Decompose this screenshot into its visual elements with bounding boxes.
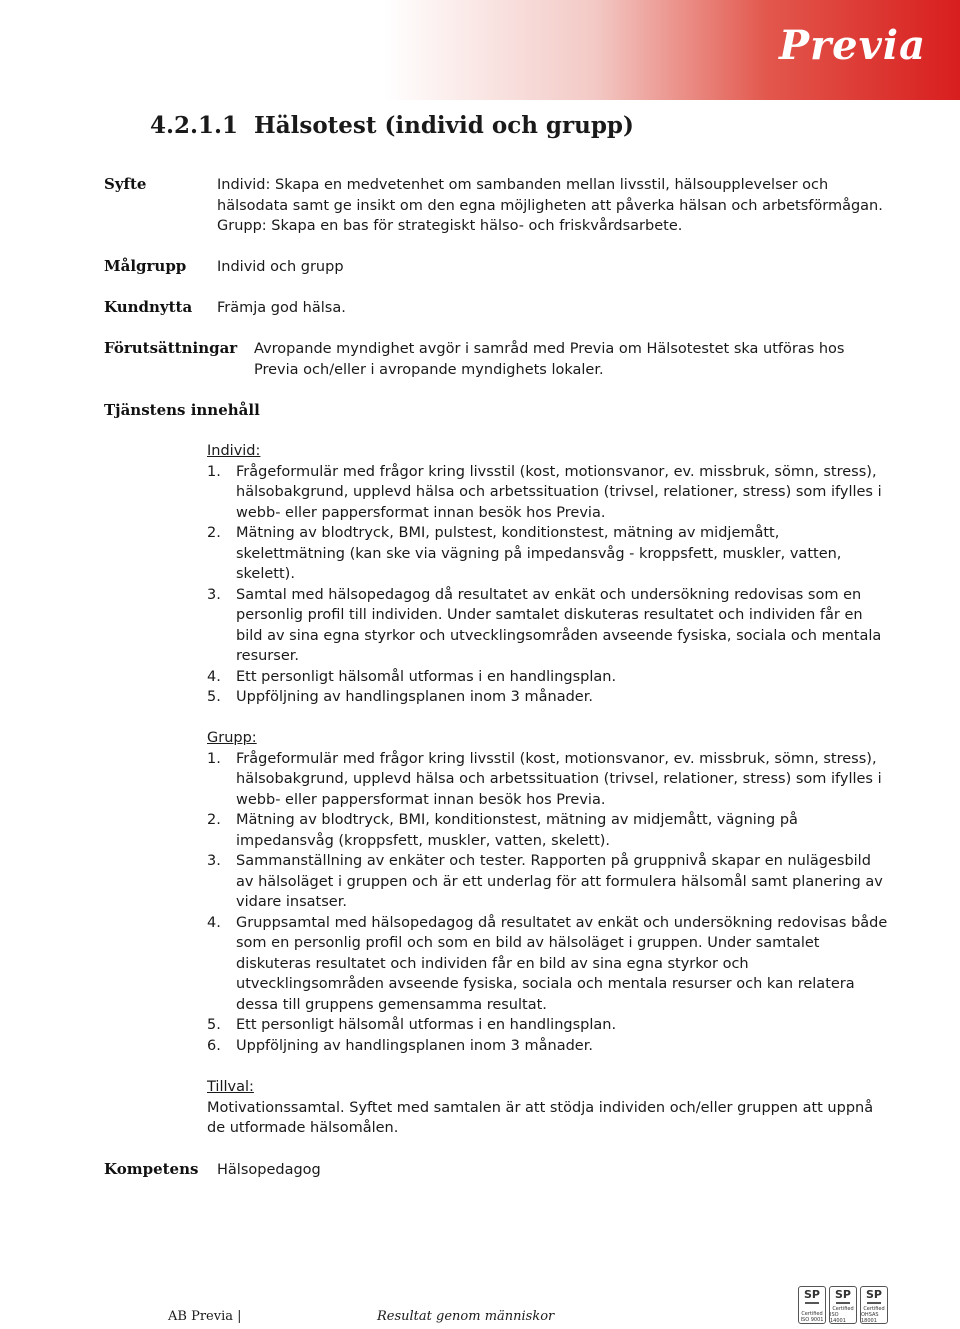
certification-logos xyxy=(798,1286,888,1324)
individ-list xyxy=(207,462,907,708)
syfte-line: Individ: Skapa en medvetenhet om sambanden mellan livsstil, hälsoupplevelser och xyxy=(217,177,829,193)
sp-certified-iso14001-logo: SP Certified ISO 14001 xyxy=(829,1286,857,1324)
list-item: 5. Ett personligt hälsomål utformas i en handlingsplan. xyxy=(207,1017,617,1033)
grupp-section xyxy=(207,728,907,1056)
section-number: 4.2.1.1 xyxy=(150,112,239,139)
list-item: 3. Sammanställning av enkäter och tester. Rapporten på gruppnivå skapar en nulägesbild av hälsoläget i gruppen och är ett underlag för att formulera hälsomål samt planering av vidare insatser. xyxy=(207,853,883,910)
malgrupp-value: Individ och grupp xyxy=(217,259,344,275)
list-item: 6. Uppföljning av handlingsplanen inom 3 månader. xyxy=(207,1037,593,1054)
section-title-text: Hälsotest (individ och grupp) xyxy=(254,112,634,139)
forutsattningar-value xyxy=(254,339,845,380)
list-item: 1. Frågeformulär med frågor kring livsstil (kost, motionsvanor, ev. missbruk, sömn, stress), hälsobakgrund, upplevd hälsa och arbetssituation (trivsel, relationer, stress) som ifylles i webb- eller pappersformat innan besök hos Previa. xyxy=(207,750,882,808)
tillval-section xyxy=(207,1077,907,1139)
list-item: 4. Ett personligt hälsomål utformas i en handlingsplan. xyxy=(207,668,617,685)
section-title xyxy=(150,112,634,139)
previa-logo: Previa xyxy=(779,22,926,69)
forutsattningar-line: Previa och/eller i avropande myndighets lokaler. xyxy=(254,361,604,378)
footer-tagline: Resultat genom människor xyxy=(377,1309,555,1324)
malgrupp-label: Målgrupp xyxy=(104,257,187,275)
kundnytta-value: Främja god hälsa. xyxy=(217,300,346,316)
list-item: 3. Samtal med hälsopedagog då resultatet av enkät och undersökning redovisas som en personlig profil till individen. Under samtalet diskuteras resultatet och individen får en bild av sina egna styrkor och utvecklingsområden avseende fysiska, sociala och mentala resurser. xyxy=(207,586,882,664)
header-band xyxy=(0,0,960,100)
list-item: 1. Frågeformulär med frågor kring livsstil (kost, motionsvanor, ev. missbruk, sömn, stress), hälsobakgrund, upplevd hälsa och arbetssituation (trivsel, relationer, stress) som ifylles i webb- eller pappersformat innan besök hos Previa. xyxy=(207,463,882,521)
tillval-heading: Tillval: xyxy=(207,1079,254,1095)
footer-company: AB Previa | xyxy=(168,1309,242,1324)
kompetens-label: Kompetens xyxy=(104,1160,199,1178)
individ-heading: Individ: xyxy=(207,443,261,459)
list-item: 2. Mätning av blodtryck, BMI, pulstest, konditionstest, mätning av midjemått, skelettmätning (kan ske via vägning på impedansvåg - kroppsfett, muskler, vatten, skelett). xyxy=(207,525,842,582)
grupp-list xyxy=(207,749,907,1057)
kundnytta-label: Kundnytta xyxy=(104,298,193,316)
syfte-label: Syfte xyxy=(104,175,147,193)
syfte-line: Grupp: Skapa en bas för strategiskt hälso- och friskvårdsarbete. xyxy=(217,218,683,234)
forutsattningar-line: Avropande myndighet avgör i samråd med Previa om Hälsotestet ska utföras hos xyxy=(254,341,845,357)
tjanstens-innehall-label: Tjänstens innehåll xyxy=(104,401,260,419)
tillval-line: Motivationssamtal. Syftet med samtalen är att stödja individen och/eller gruppen att uppnå xyxy=(207,1099,874,1116)
sp-certified-iso9001-logo: SP Certified ISO 9001 xyxy=(798,1286,826,1324)
list-item: 4. Gruppsamtal med hälsopedagog då resultatet av enkät och undersökning redovisas både som en personlig profil och som en bild av hälsoläget i gruppen. Under samtalet diskuteras resultatet och individen får en bild av sina egna styrkor och utvecklingsområden avseende fysiska, sociala och mentala resurser och kan relatera dessa till gruppens gemensamma resultat. xyxy=(207,914,888,1013)
sp-certified-ohsas18001-logo: SP Certified OHSAS 18001 xyxy=(860,1286,888,1324)
tillval-line: de utformade hälsomålen. xyxy=(207,1120,399,1136)
list-item: 2. Mätning av blodtryck, BMI, konditionstest, mätning av midjemått, vägning på impedansvåg (kroppsfett, muskler, vatten, skelett). xyxy=(207,812,798,849)
syfte-line: hälsodata samt ge insikt om den egna möjligheten att påverka hälsan och arbetsförmågan. xyxy=(217,197,883,214)
list-item: 5. Uppföljning av handlingsplanen inom 3 månader. xyxy=(207,689,593,705)
individ-section xyxy=(207,441,907,708)
forutsattningar-label: Förutsättningar xyxy=(104,339,238,357)
syfte-value xyxy=(217,175,883,237)
kompetens-value: Hälsopedagog xyxy=(217,1162,321,1178)
grupp-heading: Grupp: xyxy=(207,730,257,746)
